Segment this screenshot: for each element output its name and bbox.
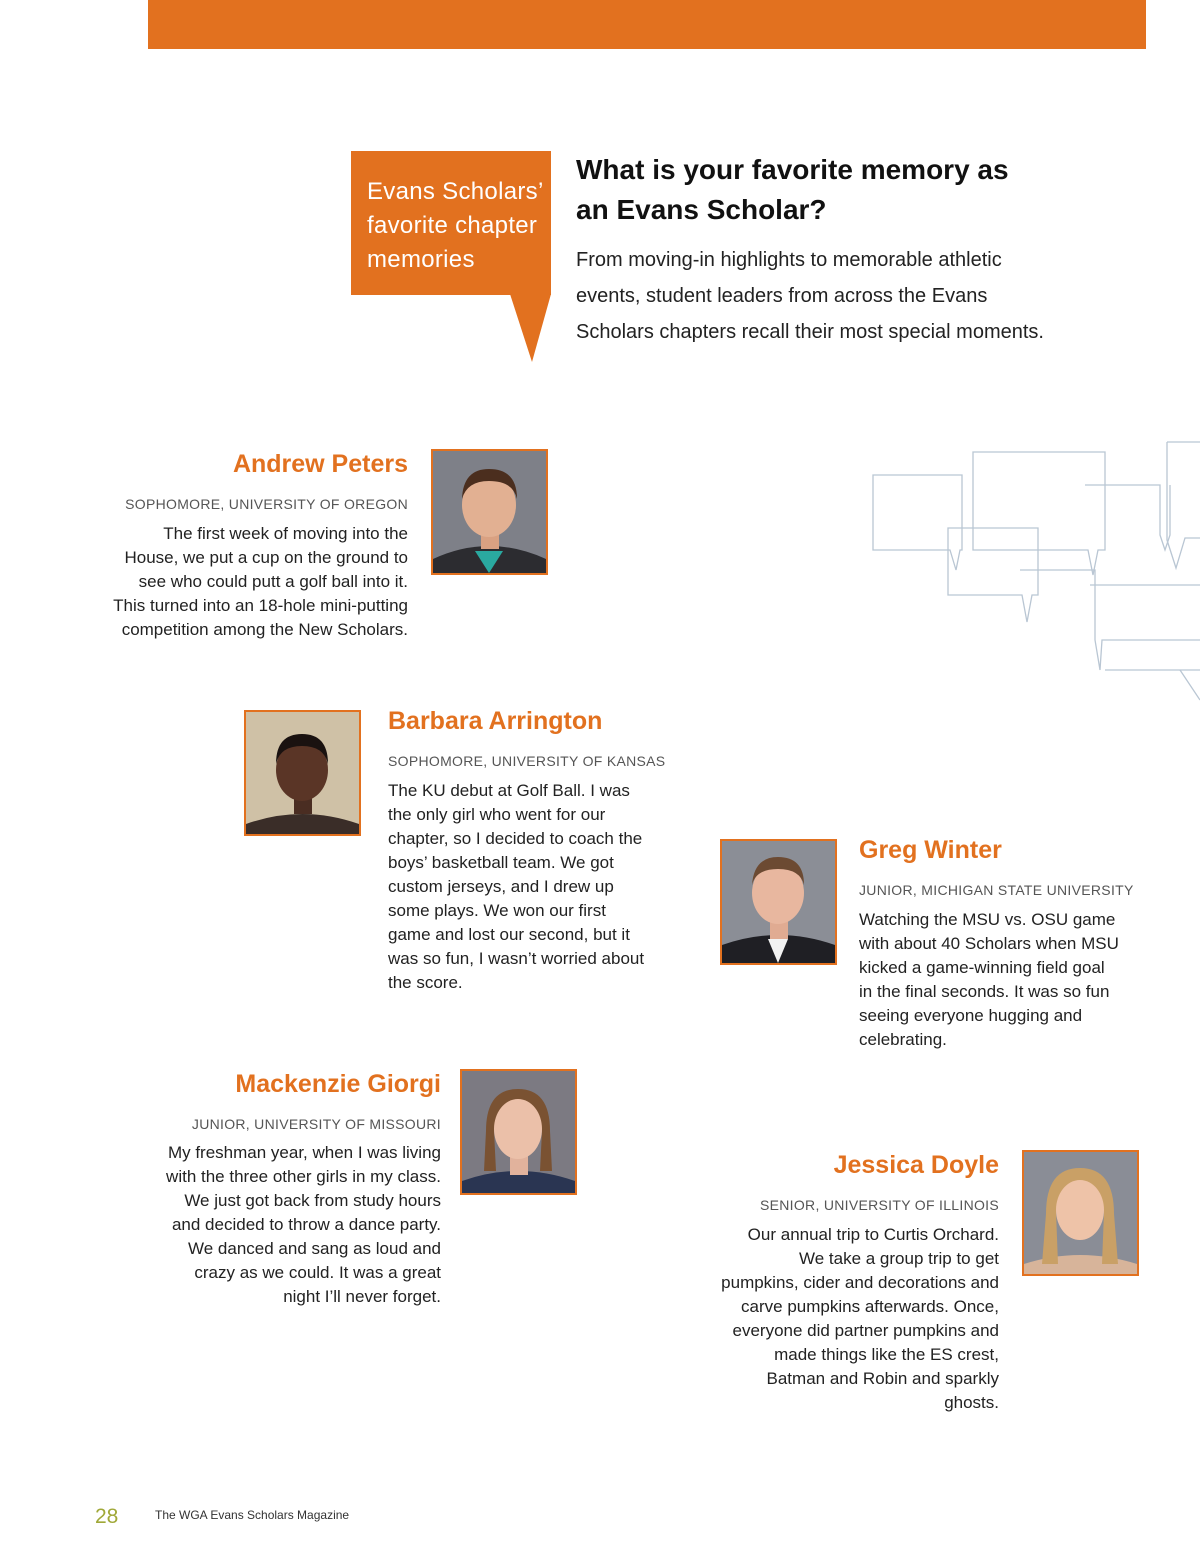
page-headline: What is your favorite memory as an Evans Scholar? <box>576 154 1009 225</box>
profile-name: Andrew Peters <box>232 450 408 478</box>
portrait-photo <box>244 710 361 836</box>
profile-role: JUNIOR, UNIVERSITY OF MISSOURI <box>191 1116 441 1132</box>
profile-quote: Watching the MSU vs. OSU game with about 40 Scholars when MSU kicked a game-winning field goal in the final seconds. It was so fun seeing everyone hugging and celebrating. <box>859 910 1119 1049</box>
magazine-title: The WGA Evans Scholars Magazine <box>155 1508 350 1522</box>
profile-name: Greg Winter <box>859 836 1002 864</box>
profile-role: JUNIOR, MICHIGAN STATE UNIVERSITY <box>859 882 1134 898</box>
profile-quote: The KU debut at Golf Ball. I was the only girl who went for our chapter, so I decided to coach the boys’ basketball team. We got custom jerseys, and I drew up some plays. We won our first game and lost our second, but it was so fun, I wasn’t worried about the score. <box>388 781 645 992</box>
callout-tail-shape <box>510 294 552 364</box>
portrait-photo <box>460 1069 577 1195</box>
top-color-bar <box>148 0 1146 49</box>
profile-name: Barbara Arrington <box>388 707 603 735</box>
profile-quote: The first week of moving into the House, we put a cup on the ground to see who could putt a golf ball into it. This turned into an 18-hole mini-putting competition among the New Scholars. <box>113 524 408 639</box>
profile-name: Jessica Doyle <box>833 1151 999 1179</box>
portrait-photo <box>1022 1150 1139 1276</box>
intro-paragraph: From moving-in highlights to memorable athletic events, student leaders from across the Evans Scholars chapters recall their most special moments. <box>576 249 1044 343</box>
portrait-photo <box>720 839 837 965</box>
speech-bubbles-decoration <box>860 430 1200 710</box>
profile-quote: Our annual trip to Curtis Orchard. We take a group trip to get pumpkins, cider and decorations and carve pumpkins afterwards. Once, everyone did partner pumpkins and made things like the ES crest, Batman and Robin and sparkly ghosts. <box>721 1225 999 1412</box>
callout-box <box>351 151 551 295</box>
callout-text: Evans Scholars’ favorite chapter memories <box>367 178 544 273</box>
profile-name: Mackenzie Giorgi <box>235 1070 441 1098</box>
profile-quote: My freshman year, when I was living with the three other girls in my class. We just got back from study hours and decided to throw a dance party. We danced and sang as loud and crazy as we could. It was a great night I’ll never forget. <box>166 1143 441 1306</box>
portrait-photo <box>431 449 548 575</box>
profile-role: SENIOR, UNIVERSITY OF ILLINOIS <box>759 1197 999 1213</box>
profile-role: SOPHOMORE, UNIVERSITY OF KANSAS <box>388 753 666 769</box>
profile-role: SOPHOMORE, UNIVERSITY OF OREGON <box>125 496 408 512</box>
page-number: 28 <box>95 1505 119 1528</box>
